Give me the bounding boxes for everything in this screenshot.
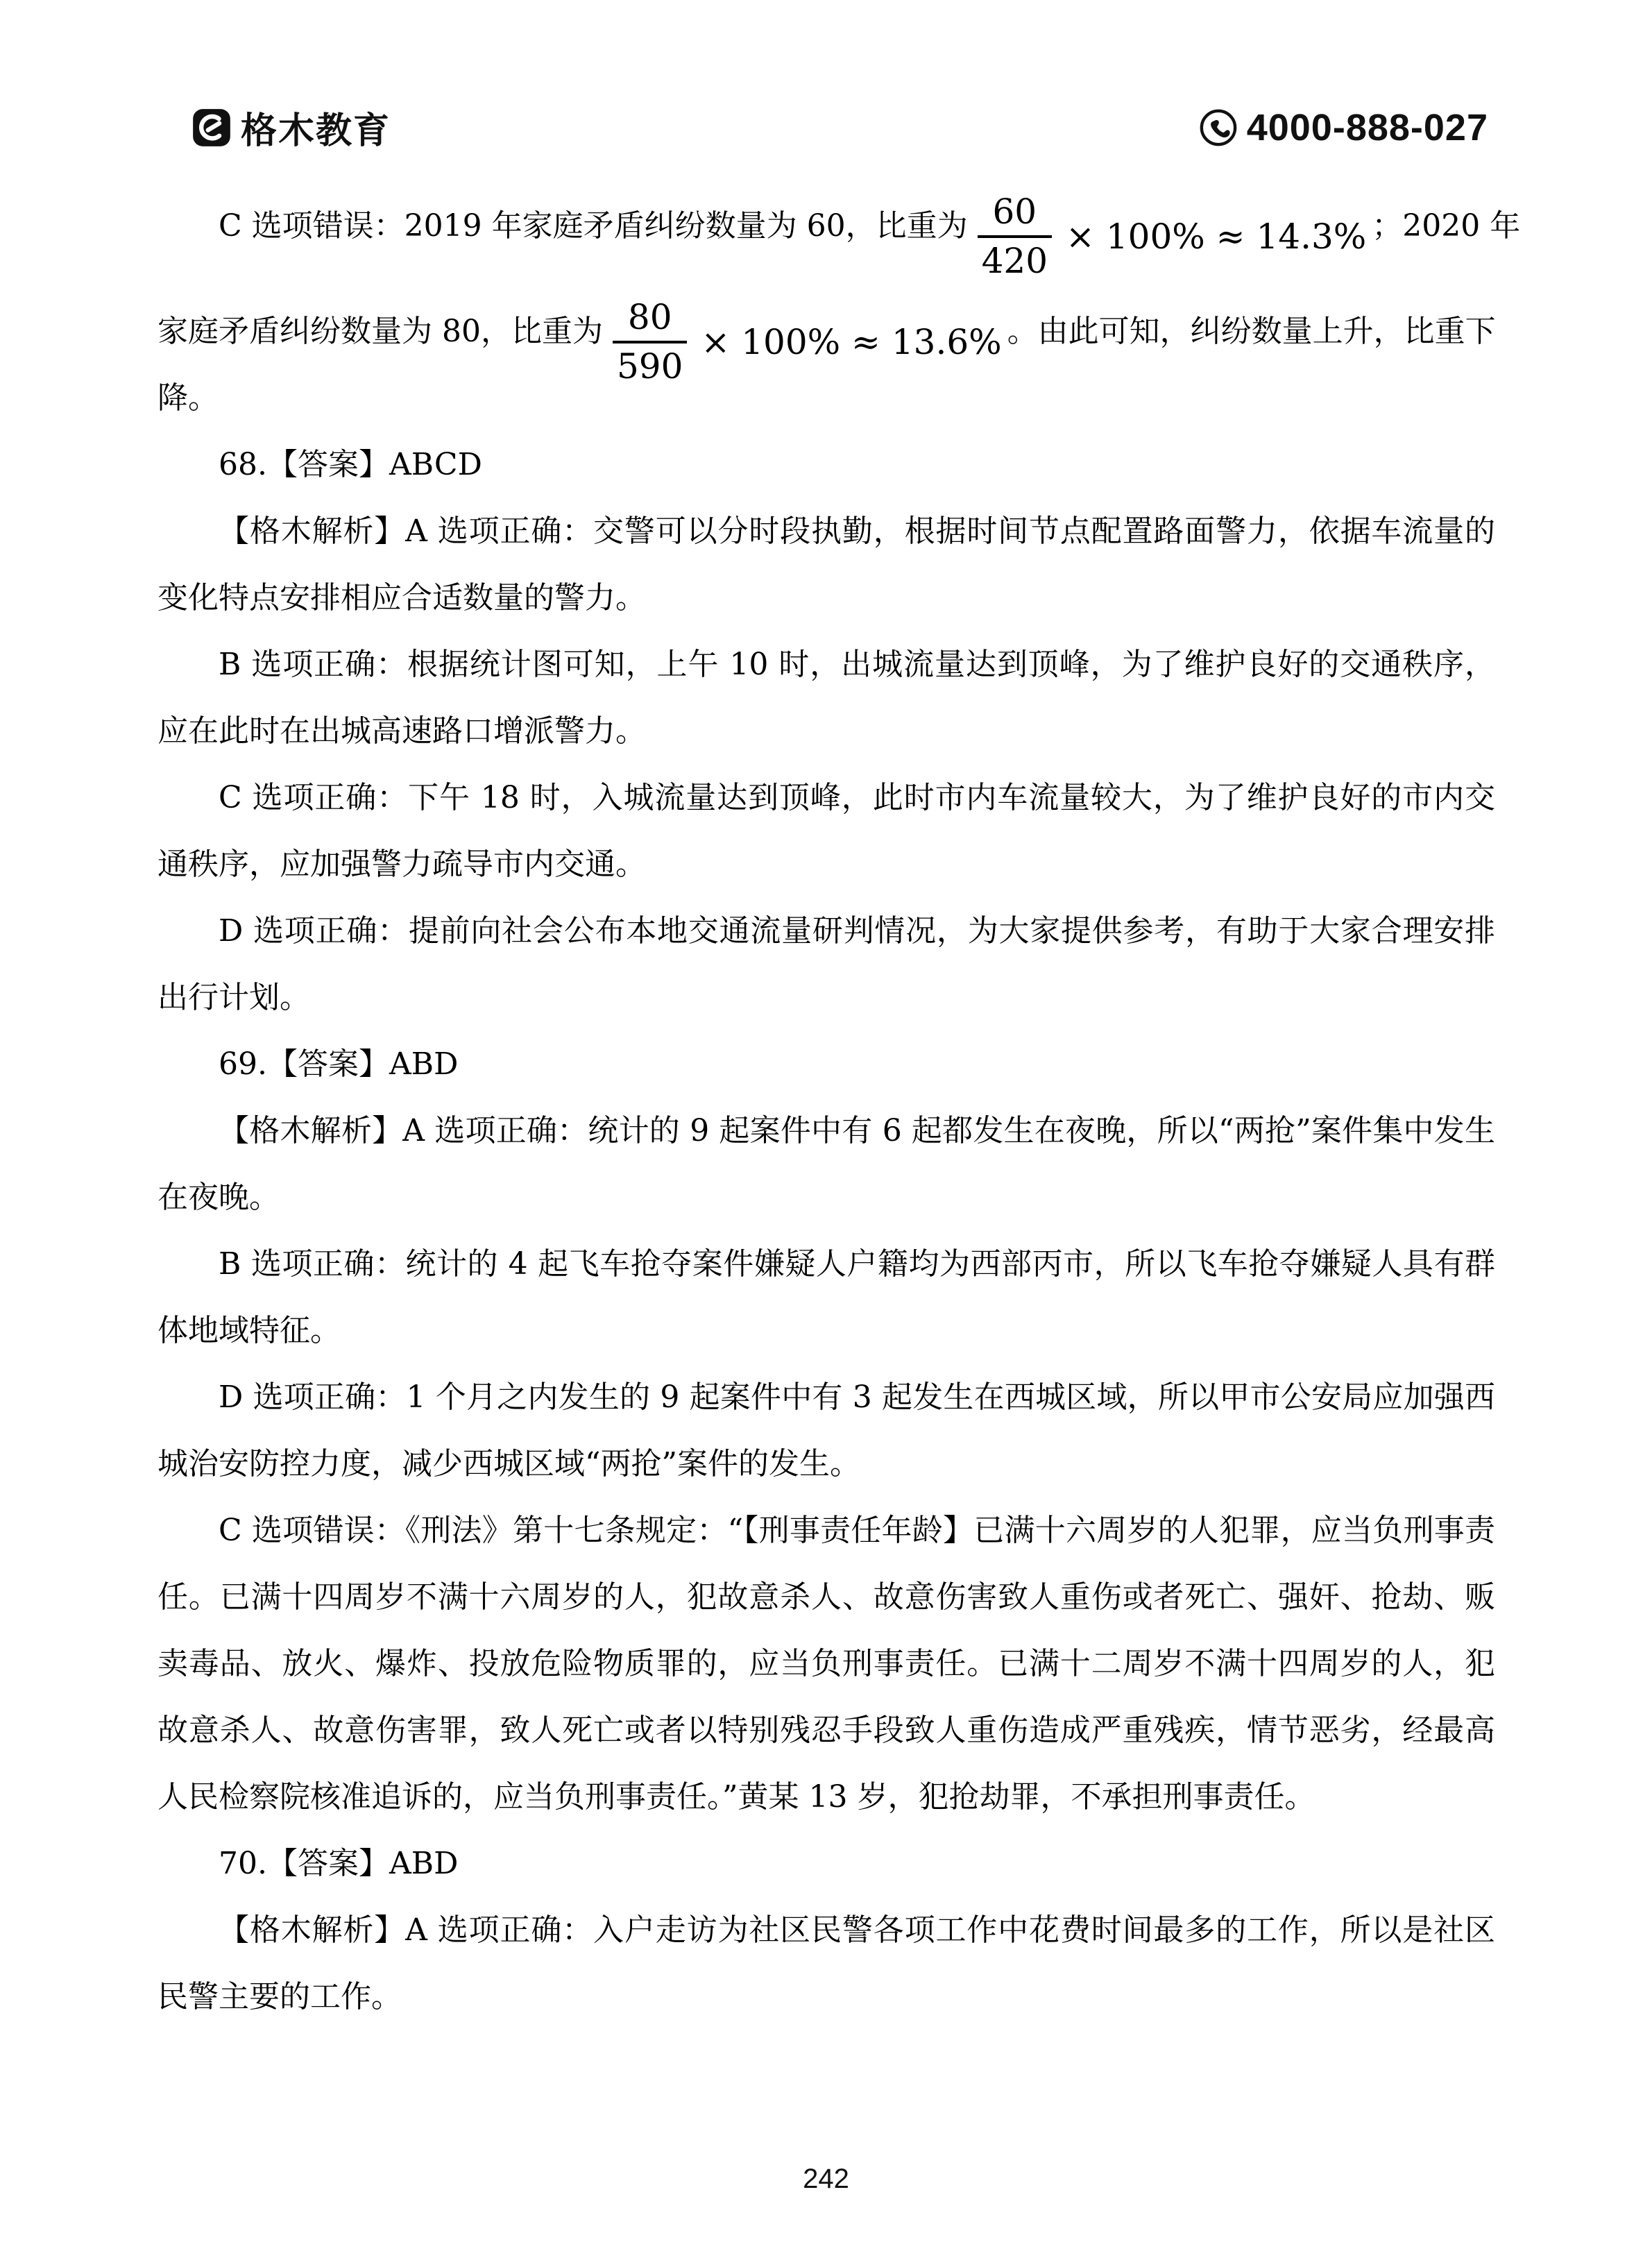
brand-logo (192, 101, 391, 153)
line1-prefix: C 选项错误：2019 年家庭矛盾纠纷数量为 60，比重为 (219, 208, 968, 244)
page-number: 242 (803, 2164, 849, 2194)
explanation-69-d: D 选项正确：1 个月之内发生的 9 起案件中有 3 起发生在西城区域，所以甲市公安局应加强西城治安防控力度，减少西城区域“两抢”案件的发生。 (157, 1379, 1495, 1481)
fraction-60-420: $\frac{60}{420}$ (978, 193, 1052, 280)
brand-name: 格木教育 (241, 111, 391, 151)
page-header (192, 101, 1488, 153)
explanation-69-b: B 选项正确：统计的 4 起飞车抢夺案件嫌疑人户籍均为西部丙市，所以飞车抢夺嫌疑人具有群体地域特征。 (157, 1246, 1495, 1348)
fraction-formula-1 (978, 193, 1367, 280)
explanation-68-c: C 选项正确：下午 18 时，入城流量达到顶峰，此时市内车流量较大，为了维护良好的市内交通秩序，应加强警力疏导市内交通。 (157, 780, 1495, 882)
formula-2-result: × 100% ≈ 13.6% (701, 321, 1002, 362)
fraction-80-590: $\frac{80}{590}$ (613, 298, 687, 386)
answer-68: 68.【答案】ABCD (219, 447, 482, 482)
explanation-69-a: 【格木解析】A 选项正确：统计的 9 起案件中有 6 起都发生在夜晚，所以“两抢”案件集中发生在夜晚。 (157, 1113, 1495, 1215)
explanation-68-d: D 选项正确：提前向社会公布本地交通流量研判情况，为大家提供参考，有助于大家合理安排出行计划。 (157, 913, 1495, 1015)
formula-1-result: × 100% ≈ 14.3% (1066, 216, 1367, 257)
phone-number: 4000-888-027 (1246, 106, 1488, 148)
formula-line-1 (157, 154, 1521, 281)
contact-phone (1198, 106, 1488, 149)
line2-suffix: 。由此可知，纠纷数量上升，比重下 (1007, 314, 1496, 349)
explanation-69-c: C 选项错误：《刑法》第十七条规定：“【刑事责任年龄】已满十六周岁的人犯罪，应当负刑事责任。已满十四周岁不满十六周岁的人，犯故意杀人、故意伤害致人重伤或者死亡、强奸、抢劫、贩卖毒品、放火、爆炸、投放危险物质罪的，应当负刑事责任。已满十二周岁不满十四周岁的人，犯故意杀人、故意伤害罪，致人死亡或者以特别残忍手段致人重伤造成严重残疾，情节恶劣，经最高人民检察院核准追诉的，应当负刑事责任。”黄某 13 岁，犯抢劫罪，不承担刑事责任。 (157, 1513, 1495, 1815)
answer-explanations (157, 154, 1521, 2030)
answer-70: 70.【答案】ABD (219, 1846, 459, 1881)
explanation-70-a: 【格木解析】A 选项正确：入户走访为社区民警各项工作中花费时间最多的工作，所以是社区民警主要的工作。 (157, 1912, 1495, 2014)
answer-69: 69.【答案】ABD (219, 1046, 459, 1082)
explanation-68-b: B 选项正确：根据统计图可知，上午 10 时，出城流量达到顶峰，为了维护良好的交通秩序，应在此时在出城高速路口增派警力。 (157, 647, 1495, 749)
line3: 降。 (157, 380, 219, 416)
line2-prefix: 家庭矛盾纠纷数量为 80，比重为 (157, 314, 603, 349)
explanation-68-a: 【格木解析】A 选项正确：交警可以分时段执勤，根据时间节点配置路面警力，依据车流量的变化特点安排相应合适数量的警力。 (157, 513, 1495, 615)
fraction-formula-2 (613, 298, 1002, 386)
phone-icon (1198, 108, 1238, 148)
gemu-logo-icon (192, 108, 231, 147)
line1-suffix: ；2020 年 (1372, 208, 1521, 244)
